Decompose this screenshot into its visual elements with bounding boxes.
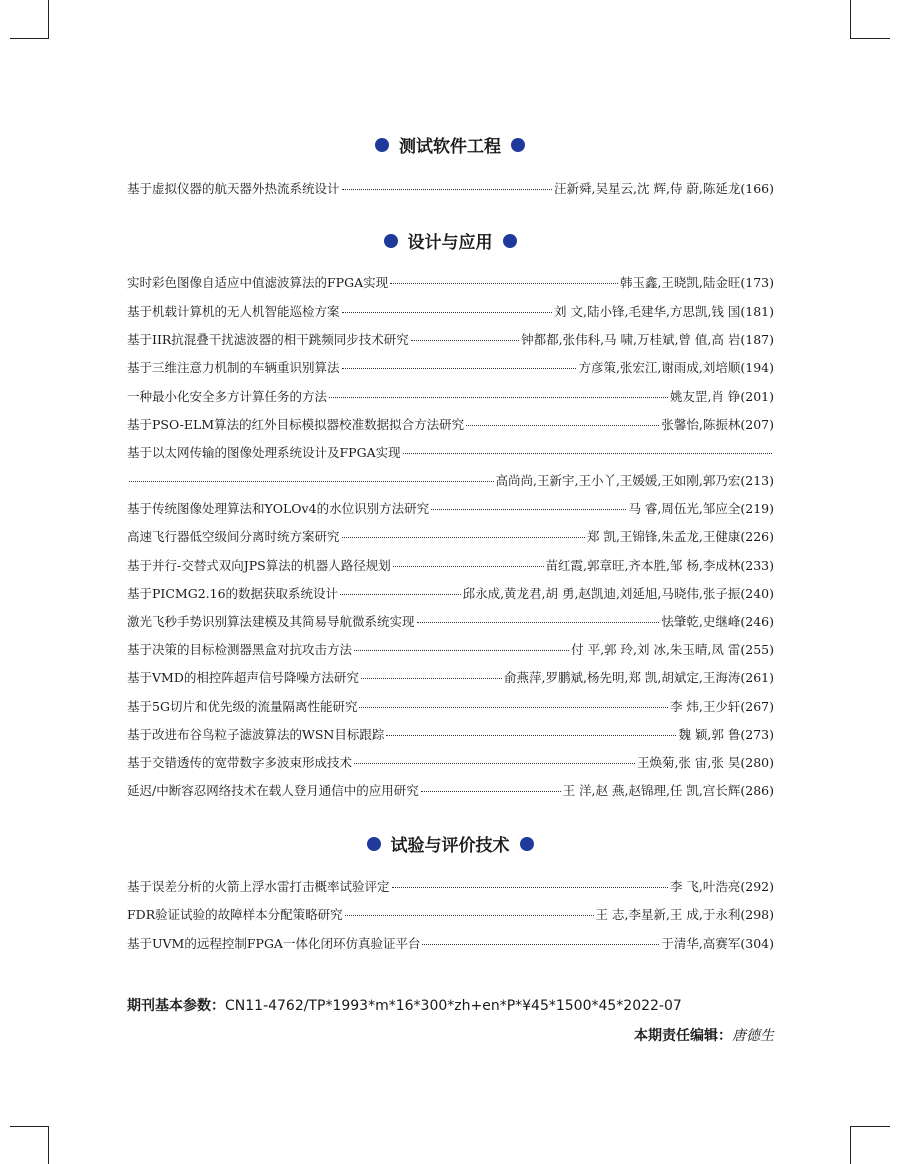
entry-title: 基于以太网传输的图像处理系统设计及FPGA实现 [127, 445, 401, 460]
dot-leader [421, 784, 561, 792]
entry-authors: 姚友罡,肖 铮(201) [669, 389, 774, 404]
responsible-editor [634, 1025, 774, 1045]
toc-entry[interactable] [127, 527, 774, 547]
toc-entry[interactable] [127, 443, 774, 463]
entry-title: 实时彩色图像自适应中值滤波算法的FPGA实现 [127, 275, 389, 290]
toc-entry[interactable] [127, 415, 774, 435]
toc-entry[interactable] [127, 330, 774, 350]
dot-leader [342, 182, 553, 190]
toc-entry[interactable] [127, 934, 774, 954]
section-title-software-testing [0, 132, 900, 157]
journal-parameters-value: CN11-4762/TP*1993*m*16*300*zh+en*P*¥45*1500*45*2022-07 [225, 998, 682, 1014]
dot-leader [342, 530, 585, 538]
dot-leader [403, 446, 772, 454]
entry-authors: 韩玉鑫,王晓凯,陆金旺(173) [619, 275, 774, 290]
entry-authors: 马 睿,周伍光,邹应全(219) [628, 501, 774, 516]
entry-title: 基于PICMG2.16的数据获取系统设计 [127, 586, 339, 601]
toc-entry[interactable] [127, 387, 774, 407]
entry-authors: 魏 颖,郭 鲁(273) [678, 727, 774, 742]
journal-parameters [127, 995, 682, 1015]
entry-authors: 付 平,郭 玲,刘 冰,朱玉晴,凤 雷(255) [571, 642, 774, 657]
dot-leader [342, 305, 553, 313]
bullet-dot-icon [511, 138, 525, 152]
toc-entry[interactable] [127, 273, 774, 293]
entry-title: 基于5G切片和优先级的流量隔离性能研究 [127, 699, 358, 714]
entry-title: 一种最小化安全多方计算任务的方法 [127, 389, 328, 404]
toc-entry[interactable] [127, 781, 774, 801]
entry-authors: 邱永成,黄龙君,胡 勇,赵凯迪,刘延旭,马晓伟,张子振(240) [462, 586, 774, 601]
dot-leader [342, 361, 577, 369]
entry-authors: 怯肇乾,史继峰(246) [661, 614, 774, 629]
section-title-test-evaluation [0, 831, 900, 856]
toc-entry[interactable] [127, 556, 774, 576]
entry-title: 延迟/中断容忍网络技术在载人登月通信中的应用研究 [127, 783, 419, 798]
dot-leader [431, 502, 626, 510]
toc-entry[interactable] [127, 612, 774, 632]
dot-leader [392, 880, 668, 888]
dot-leader [411, 333, 519, 341]
crop-mark-top-right-v [850, 0, 851, 38]
dot-leader [345, 908, 594, 916]
entry-authors: 方彦策,张宏江,谢雨成,刘培顺(194) [578, 360, 774, 375]
toc-entry[interactable] [127, 584, 774, 604]
dot-leader [329, 390, 668, 398]
entry-authors: 钟都都,张伟科,马 啸,万桂斌,曾 值,高 岩(187) [521, 332, 774, 347]
crop-mark-top-left-h [10, 38, 49, 39]
entry-authors: 李 飞,叶浩亮(292) [669, 879, 774, 894]
journal-parameters-label: 期刊基本参数： [127, 998, 225, 1014]
toc-entry[interactable] [127, 753, 774, 773]
bullet-dot-icon [367, 837, 381, 851]
dot-leader [417, 615, 660, 623]
section-title-text: 试验与评价技术 [390, 836, 510, 856]
toc-entry[interactable] [127, 179, 774, 199]
entry-authors: 李 炜,王少轩(267) [669, 699, 774, 714]
dot-leader [393, 559, 544, 567]
entry-authors: 高尚尚,王新宇,王小丫,王媛媛,王如刚,郭乃宏(213) [495, 473, 774, 488]
entry-title: 激光飞秒手势识别算法建模及其简易导航微系统实现 [127, 614, 415, 629]
entry-title: 基于三维注意力机制的车辆重识别算法 [127, 360, 340, 375]
crop-mark-bottom-right-h [850, 1126, 890, 1127]
crop-mark-top-right-h [850, 38, 890, 39]
dot-leader [422, 937, 659, 945]
section-title-design-application [0, 228, 900, 253]
entry-authors: 张馨怡,陈振林(207) [661, 417, 774, 432]
crop-mark-top-left-v [48, 0, 49, 38]
entry-authors: 俞燕萍,罗鹏斌,杨先明,郑 凯,胡斌定,王海涛(261) [504, 670, 774, 685]
crop-mark-bottom-right-v [850, 1126, 851, 1164]
toc-entry[interactable] [127, 905, 774, 925]
editor-label: 本期责任编辑： [634, 1028, 732, 1044]
dot-leader [354, 643, 569, 651]
entry-title: 基于IIR抗混叠干扰滤波器的相干跳频同步技术研究 [127, 332, 409, 347]
bullet-dot-icon [375, 138, 389, 152]
entry-title: 基于机载计算机的无人机智能巡检方案 [127, 304, 340, 319]
toc-entry[interactable] [127, 668, 774, 688]
entry-authors: 郑 凯,王锦锋,朱孟龙,王健康(226) [586, 529, 774, 544]
toc-entry[interactable] [127, 640, 774, 660]
entry-title: 基于PSO-ELM算法的红外目标模拟器校准数据拟合方法研究 [127, 417, 465, 432]
crop-mark-bottom-left-v [48, 1126, 49, 1164]
entry-authors: 刘 文,陆小锋,毛建华,方思凯,钱 国(181) [554, 304, 774, 319]
toc-entry[interactable] [127, 725, 774, 745]
toc-entry[interactable] [127, 499, 774, 519]
entry-title: 基于虚拟仪器的航天器外热流系统设计 [127, 181, 340, 196]
bullet-dot-icon [503, 234, 517, 248]
entry-authors: 苗红霞,郭章旺,齐本胜,邹 杨,李成林(233) [545, 558, 774, 573]
toc-entry[interactable] [127, 697, 774, 717]
toc-entry[interactable] [127, 302, 774, 322]
section-title-text: 设计与应用 [407, 233, 493, 253]
entry-authors: 于清华,高赛军(304) [661, 936, 774, 951]
bullet-dot-icon [520, 837, 534, 851]
dot-leader [340, 587, 461, 595]
dot-leader [466, 418, 659, 426]
crop-mark-bottom-left-h [10, 1126, 49, 1127]
entry-title: 基于交错透传的宽带数字多波束形成技术 [127, 755, 353, 770]
entry-authors: 王 洋,赵 燕,赵锦理,任 凯,宫长辉(286) [562, 783, 774, 798]
entry-title: 基于VMD的相控阵超声信号降噪方法研究 [127, 670, 359, 685]
editor-name: 唐德生 [732, 1028, 774, 1044]
dot-leader [386, 728, 676, 736]
toc-entry-continuation[interactable] [127, 471, 774, 491]
dot-leader [129, 474, 494, 482]
dot-leader [390, 276, 618, 284]
bullet-dot-icon [384, 234, 398, 248]
entry-title: FDR验证试验的故障样本分配策略研究 [127, 907, 343, 922]
toc-entry[interactable] [127, 877, 774, 897]
entry-title: 基于传统图像处理算法和YOLOv4的水位识别方法研究 [127, 501, 430, 516]
entry-title: 高速飞行器低空级间分离时统方案研究 [127, 529, 340, 544]
toc-entry[interactable] [127, 358, 774, 378]
entry-title: 基于改进布谷鸟粒子滤波算法的WSN目标跟踪 [127, 727, 385, 742]
entry-title: 基于决策的目标检测器黑盒对抗攻击方法 [127, 642, 353, 657]
entry-title: 基于UVM的远程控制FPGA一体化闭环仿真验证平台 [127, 936, 421, 951]
dot-leader [359, 700, 667, 708]
entry-authors: 王焕菊,张 宙,张 昊(280) [636, 755, 774, 770]
dot-leader [354, 756, 635, 764]
entry-title: 基于并行-交替式双向JPS算法的机器人路径规划 [127, 558, 391, 573]
section-title-text: 测试软件工程 [399, 137, 501, 157]
entry-authors: 汪新舜,吴星云,沈 辉,侍 蔚,陈延龙(166) [554, 181, 774, 196]
entry-title: 基于误差分析的火箭上浮水雷打击概率试验评定 [127, 879, 390, 894]
entry-authors: 王 志,李星新,王 成,于永利(298) [595, 907, 774, 922]
dot-leader [361, 671, 502, 679]
